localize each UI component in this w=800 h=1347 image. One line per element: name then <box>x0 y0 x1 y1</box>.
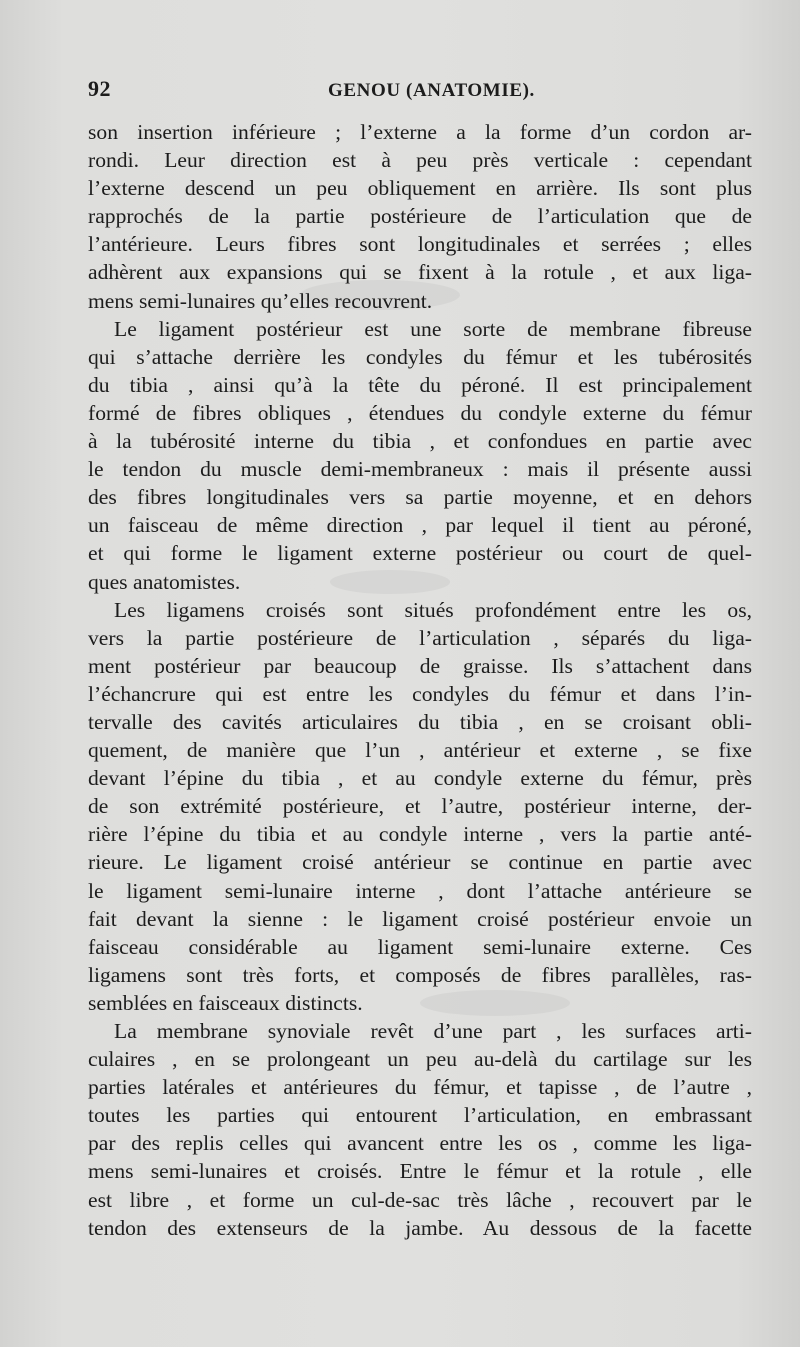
text-line: par des replis celles qui avancent entre les os , comme les liga- <box>88 1131 752 1156</box>
text-line: ment postérieur par beaucoup de graisse. Ils s’attachent dans <box>88 653 752 678</box>
text-line: tervalle des cavités articulaires du tibia , en se croisant obli- <box>88 709 752 734</box>
text-line: rière l’épine du tibia et au condyle interne , vers la partie anté- <box>88 822 752 847</box>
text-line: rapprochés de la partie postérieure de l’articulation que de <box>88 204 752 229</box>
text-line: à la tubérosité interne du tibia , et confondues en partie avec <box>88 429 752 454</box>
page-number: 92 <box>88 76 111 101</box>
text-line: mens semi-lunaires et croisés. Entre le fémur et la rotule , elle <box>88 1159 752 1184</box>
text-line: adhèrent aux expansions qui se fixent à la rotule , et aux liga- <box>88 260 752 285</box>
text-line: Le ligament postérieur est une sorte de membrane fibreuse <box>114 316 752 341</box>
text-line: quement, de manière que l’un , antérieur et externe , se fixe <box>88 738 752 763</box>
text-line: et qui forme le ligament externe postérieur ou court de quel- <box>88 541 752 566</box>
text-line: le tendon du muscle demi-membraneux : mais il présente aussi <box>88 457 752 482</box>
text-line: le ligament semi-lunaire interne , dont l’attache antérieure se <box>88 878 752 903</box>
text-line: qui s’attache derrière les condyles du fémur et les tubérosités <box>88 344 752 369</box>
text-line: de son extrémité postérieure, et l’autre, postérieur interne, der- <box>88 794 752 819</box>
text-line: son insertion inférieure ; l’externe a la forme d’un cordon ar- <box>88 120 752 144</box>
text-line: culaires , en se prolongeant un peu au-delà du cartilage sur les <box>88 1047 752 1072</box>
text-line: formé de fibres obliques , étendues du condyle externe du fémur <box>88 400 752 425</box>
text-line: est libre , et forme un cul-de-sac très lâche , recouvert par le <box>88 1187 752 1212</box>
text-line: faisceau considérable au ligament semi-lunaire externe. Ces <box>88 934 752 959</box>
text-line: vers la partie postérieure de l’articulation , séparés du liga- <box>88 625 752 650</box>
text-line: des fibres longitudinales vers sa partie moyenne, et en dehors <box>88 485 752 510</box>
running-head <box>88 76 752 106</box>
text-line: l’externe descend un peu obliquement en arrière. Ils sont plus <box>88 176 752 201</box>
text-line: l’antérieure. Leurs fibres sont longitudinales et serrées ; elles <box>88 232 752 257</box>
text-line: rieure. Le ligament croisé antérieur se continue en partie avec <box>88 850 752 875</box>
text-line: toutes les parties qui entourent l’articulation, en embrassant <box>88 1103 752 1128</box>
text-line: semblées en faisceaux distincts. <box>88 990 363 1015</box>
text-line: mens semi-lunaires qu’elles recouvrent. <box>88 288 433 313</box>
text-line: devant l’épine du tibia , et au condyle externe du fémur, près <box>88 766 752 791</box>
text-line: ligamens sont très forts, et composés de fibres parallèles, ras- <box>88 962 752 987</box>
body-text <box>88 118 752 1242</box>
text-line: rondi. Leur direction est à peu près verticale : cependant <box>88 148 752 173</box>
text-line: l’échancrure qui est entre les condyles du fémur et dans l’in- <box>88 681 752 706</box>
text-line: tendon des extenseurs de la jambe. Au dessous de la facette <box>88 1215 752 1240</box>
text-line: Les ligamens croisés sont situés profondément entre les os, <box>114 597 752 622</box>
text-line: du tibia , ainsi qu’à la tête du péroné. Il est principalement <box>88 372 752 397</box>
text-line: parties latérales et antérieures du fémur, et tapisse , de l’autre , <box>88 1075 752 1100</box>
text-line: fait devant la sienne : le ligament croisé postérieur envoie un <box>88 906 752 931</box>
text-line: La membrane synoviale revêt d’une part , les surfaces arti- <box>114 1019 752 1043</box>
text-line: ques anatomistes. <box>88 569 241 594</box>
running-title: GENOU (ANATOMIE). <box>328 80 535 101</box>
text-line: un faisceau de même direction , par lequel il tient au péroné, <box>88 513 752 538</box>
